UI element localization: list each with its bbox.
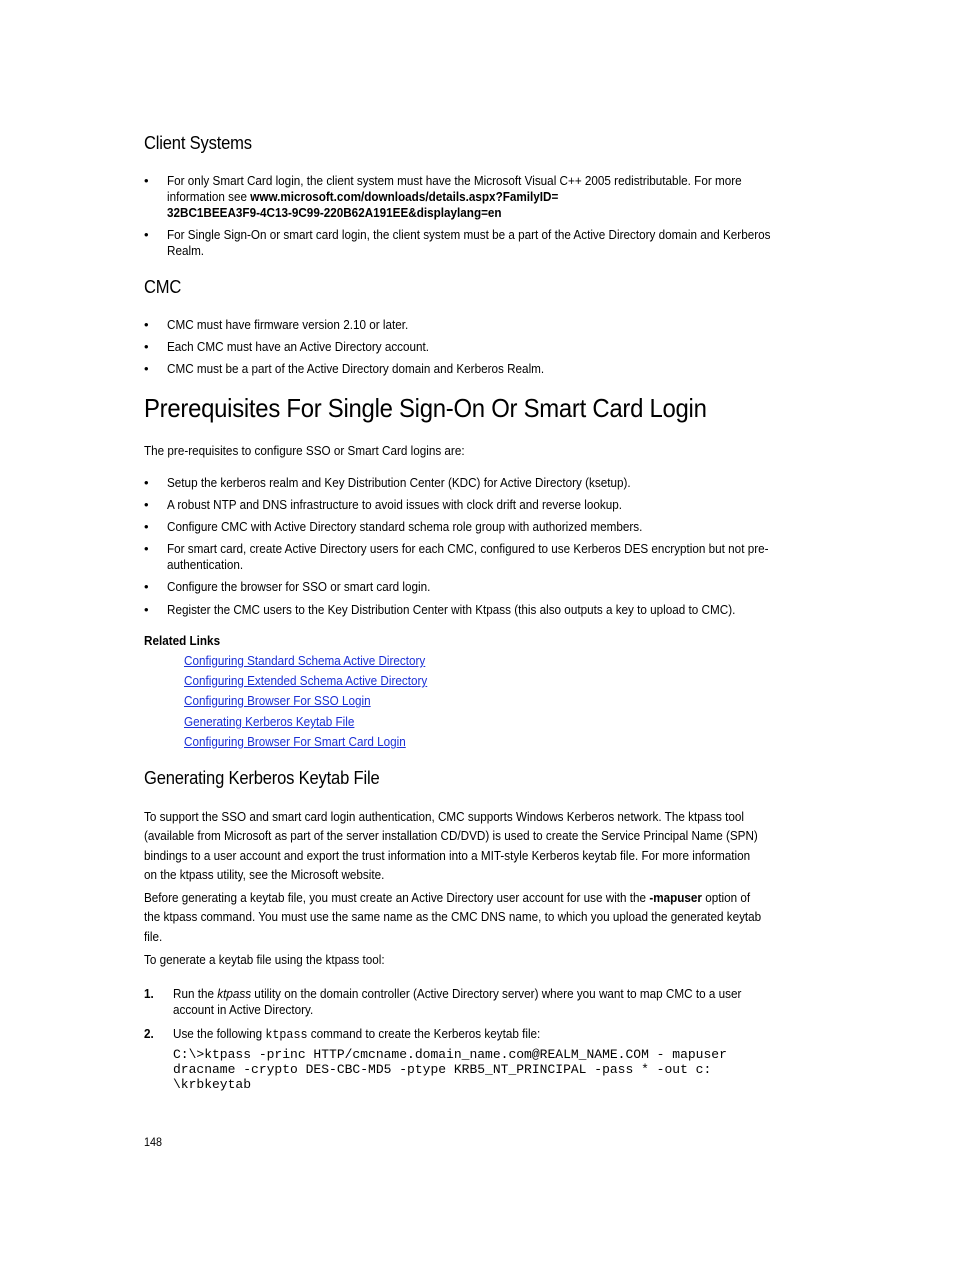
prereq-bullet-6: Register the CMC users to the Key Distribution Center with Ktpass (this also outputs a key to upload to CMC).	[167, 602, 736, 617]
keytab-para-3: To generate a keytab file using the ktpass tool:	[144, 952, 385, 967]
step-1-text: Run the	[173, 986, 218, 1001]
keytab-para-2-line-3: file.	[144, 929, 163, 944]
keytab-para-1-line-1: To support the SSO and smart card login authentication, CMC supports Windows Kerberos network. The ktpass tool	[144, 809, 745, 824]
keytab-para-2-text: Before generating a keytab file, you must create an Active Directory user account for use with the	[144, 890, 650, 905]
client-bullet-1-line-2	[167, 189, 558, 205]
link-configuring-extended-schema[interactable]: Configuring Extended Schema Active Directory	[184, 673, 428, 688]
step-2-text: Use the following	[173, 1026, 266, 1041]
code-line-3: \krbkeytab	[173, 1077, 252, 1092]
prereq-bullet-4-line-2: authentication.	[167, 557, 244, 572]
link-configuring-browser-sso[interactable]: Configuring Browser For SSO Login	[184, 693, 371, 708]
step-1-number: 1.	[144, 986, 154, 1001]
code-line-2: dracname -crypto DES-CBC-MD5 -ptype KRB5_NT_PRINCIPAL -pass * -out c:	[173, 1062, 712, 1077]
step-2-text-suffix: command to create the Kerberos keytab file:	[307, 1026, 541, 1041]
cmc-bullet-1: CMC must have firmware version 2.10 or later.	[167, 317, 409, 332]
microsoft-download-url-continued: 32BC1BEEA3F9-4C13-9C99-220B62A191EE&displaylang=en	[167, 205, 502, 220]
prereq-bullet-1: Setup the kerberos realm and Key Distribution Center (KDC) for Active Directory (ksetup).	[167, 475, 631, 490]
ktpass-command-inline: ktpass	[265, 1027, 308, 1042]
step-1-line-2: account in Active Directory.	[173, 1002, 314, 1017]
bullet-marker: •	[144, 541, 149, 556]
cmc-bullet-2: Each CMC must have an Active Directory account.	[167, 339, 430, 354]
keytab-para-2-line-2: the ktpass command. You must use the same name as the CMC DNS name, to which you upload the generated keytab	[144, 909, 762, 924]
bullet-marker: •	[144, 339, 149, 354]
step-2-line-1	[173, 1026, 540, 1043]
page-title: Prerequisites For Single Sign-On Or Smart Card Login	[144, 393, 707, 423]
link-configuring-standard-schema[interactable]: Configuring Standard Schema Active Directory	[184, 653, 426, 668]
keytab-para-2-line-1	[144, 888, 750, 908]
keytab-para-1-line-3: bindings to a user account and export the trust information into a MIT-style Kerberos keytab file. For more information	[144, 848, 751, 863]
client-bullet-2-line-1: For Single Sign-On or smart card login, the client system must be a part of the Active Directory domain and Kerberos	[167, 227, 771, 242]
bullet-marker: •	[144, 173, 149, 188]
section-heading-cmc: CMC	[144, 277, 182, 297]
page-number: 148	[144, 1135, 163, 1149]
bullet-marker: •	[144, 497, 149, 512]
related-links-label: Related Links	[144, 633, 221, 648]
prereq-bullet-4-line-1: For smart card, create Active Directory users for each CMC, configured to use Kerberos DES encryption but not pre-	[167, 541, 769, 556]
prerequisites-intro: The pre-requisites to configure SSO or Smart Card logins are:	[144, 443, 465, 458]
bullet-marker: •	[144, 602, 149, 617]
client-bullet-2-line-2: Realm.	[167, 243, 205, 258]
bullet-marker: •	[144, 475, 149, 490]
prereq-bullet-2: A robust NTP and DNS infrastructure to avoid issues with clock drift and reverse lookup.	[167, 497, 622, 512]
ktpass-utility-name: ktpass	[217, 986, 252, 1001]
keytab-para-1-line-4: on the ktpass utility, see the Microsoft website.	[144, 867, 385, 882]
cmc-bullet-3: CMC must be a part of the Active Directory domain and Kerberos Realm.	[167, 361, 545, 376]
bullet-marker: •	[144, 227, 149, 242]
step-1-line-1	[173, 986, 741, 1002]
step-2-number: 2.	[144, 1026, 154, 1041]
prereq-bullet-3: Configure CMC with Active Directory standard schema role group with authorized members.	[167, 519, 643, 534]
link-configuring-browser-smart-card[interactable]: Configuring Browser For Smart Card Login	[184, 734, 406, 749]
microsoft-download-url: www.microsoft.com/downloads/details.aspx?FamilyID=	[250, 189, 559, 204]
mapuser-option: -mapuser	[649, 890, 702, 905]
step-1-text-suffix: utility on the domain controller (Active Directory server) where you want to map CMC to a user	[251, 986, 742, 1001]
code-line-1: C:\>ktpass -princ HTTP/cmcname.domain_name.com@REALM_NAME.COM - mapuser	[173, 1047, 727, 1062]
bullet-marker: •	[144, 361, 149, 376]
client-bullet-1-line-1: For only Smart Card login, the client system must have the Microsoft Visual C++ 2005 redistributable. For more	[167, 173, 742, 188]
link-generating-kerberos-keytab[interactable]: Generating Kerberos Keytab File	[184, 714, 355, 729]
prereq-bullet-5: Configure the browser for SSO or smart card login.	[167, 579, 431, 594]
section-heading-keytab: Generating Kerberos Keytab File	[144, 768, 380, 788]
client-bullet-1-line-2-text: information see	[167, 189, 251, 204]
bullet-marker: •	[144, 579, 149, 594]
keytab-para-1-line-2: (available from Microsoft as part of the server installation CD/DVD) is used to create the Service Principal Name (SPN)	[144, 828, 758, 843]
bullet-marker: •	[144, 519, 149, 534]
bullet-marker: •	[144, 317, 149, 332]
keytab-para-2-text-suffix: option of	[702, 890, 751, 905]
section-heading-client-systems: Client Systems	[144, 133, 252, 153]
